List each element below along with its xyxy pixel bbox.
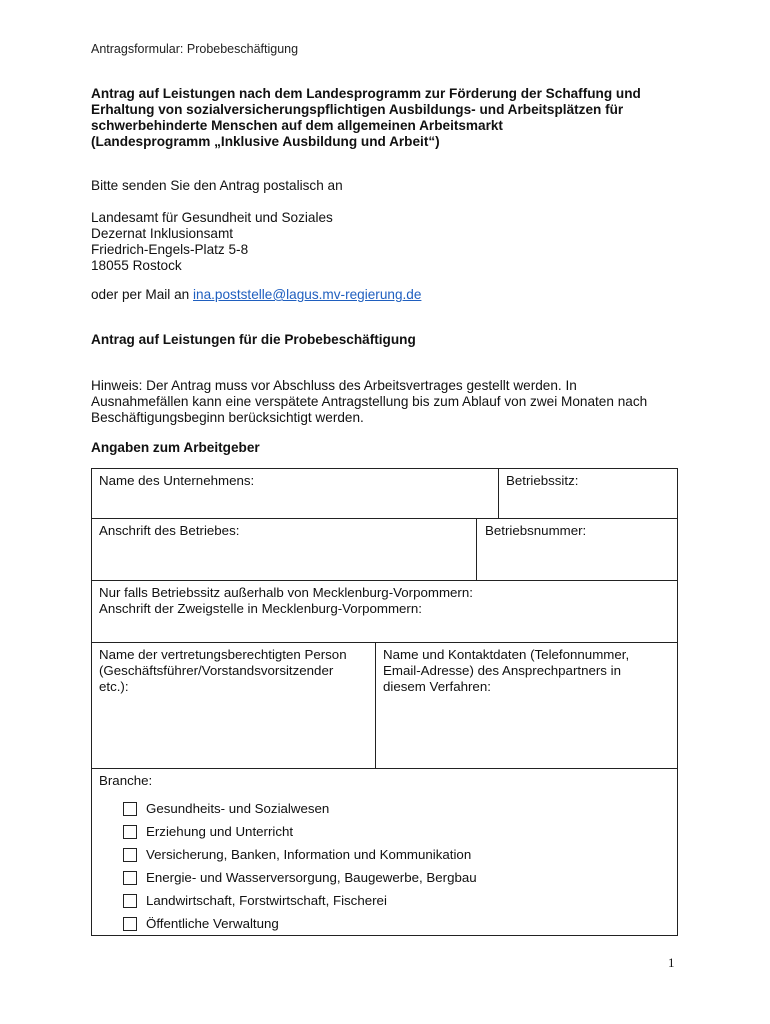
subtitle: Antrag auf Leistungen für die Probebeschäftigung [91, 332, 416, 347]
address-line: Landesamt für Gesundheit und Soziales [91, 210, 333, 225]
checkbox[interactable] [123, 825, 137, 839]
address-line: Dezernat Inklusionsamt [91, 226, 234, 241]
address-label: Anschrift des Betriebes: [99, 523, 240, 538]
mail-prefix: oder per Mail an [91, 287, 194, 302]
industry-option-label: Gesundheits- und Sozialwesen [146, 801, 330, 816]
industry-label: Branche: [99, 773, 153, 788]
branch-label-line: Nur falls Betriebssitz außerhalb von Mecklenburg-Vorpommern: [99, 585, 473, 600]
mail-line [91, 287, 421, 303]
industry-option[interactable] [123, 866, 477, 889]
contact-label-line: diesem Verfahren: [383, 679, 491, 694]
branch-address-field[interactable] [92, 581, 677, 643]
company-number-label: Betriebsnummer: [485, 523, 587, 538]
send-intro: Bitte senden Sie den Antrag postalisch an [91, 178, 343, 193]
title-line: Antrag auf Leistungen nach dem Landesprogramm zur Förderung der Schaffung und [91, 86, 641, 101]
industry-option[interactable] [123, 820, 477, 843]
page-header: Antragsformular: Probebeschäftigung [91, 42, 299, 56]
company-seat-field[interactable] [499, 469, 677, 519]
address-line: Friedrich-Engels-Platz 5-8 [91, 242, 249, 257]
title-line: (Landesprogramm „Inklusive Ausbildung und Arbeit“) [91, 134, 440, 149]
address-line: 18055 Rostock [91, 258, 182, 273]
branch-label-line: Anschrift der Zweigstelle in Mecklenburg-Vorpommern: [99, 601, 422, 616]
company-number-field[interactable] [477, 519, 677, 581]
note [91, 378, 691, 426]
checkbox[interactable] [123, 848, 137, 862]
industry-option[interactable] [123, 797, 477, 820]
email-link[interactable]: ina.poststelle@lagus.mv-regierung.de [193, 287, 422, 302]
company-name-field[interactable] [92, 469, 499, 519]
industry-option[interactable] [123, 843, 477, 866]
contact-label-line: Name und Kontaktdaten (Telefonnummer, [383, 647, 630, 662]
industry-option-label: Landwirtschaft, Forstwirtschaft, Fischerei [146, 893, 387, 908]
checkbox[interactable] [123, 894, 137, 908]
representative-label-line: (Geschäftsführer/Vorstandsvorsitzender [99, 663, 334, 678]
industry-option-label: Versicherung, Banken, Information und Kommunikation [146, 847, 472, 862]
company-seat-label: Betriebssitz: [506, 473, 579, 488]
industry-option-label: Erziehung und Unterricht [146, 824, 294, 839]
industry-option-label: Energie- und Wasserversorgung, Baugewerbe, Bergbau [146, 870, 477, 885]
document-title [91, 86, 691, 150]
contact-label-line: Email-Adresse) des Ansprechpartners in [383, 663, 621, 678]
checkbox[interactable] [123, 871, 137, 885]
industry-option-label: Öffentliche Verwaltung [146, 916, 279, 931]
note-line: Ausnahmefällen kann eine verspätete Antragstellung bis zum Ablauf von zwei Monaten nach [91, 394, 648, 409]
address-field[interactable] [92, 519, 477, 581]
employer-form [91, 468, 678, 936]
note-line: Hinweis: Der Antrag muss vor Abschluss des Arbeitsvertrages gestellt werden. In [91, 378, 577, 393]
industry-option[interactable] [123, 889, 477, 912]
title-line: Erhaltung von sozialversicherungspflichtigen Ausbildungs- und Arbeitsplätzen für [91, 102, 624, 117]
postal-address [91, 210, 333, 274]
industry-checkbox-list [123, 797, 477, 935]
checkbox[interactable] [123, 802, 137, 816]
page-number: 1 [668, 955, 675, 970]
representative-field[interactable] [92, 643, 376, 769]
title-line: schwerbehinderte Menschen auf dem allgemeinen Arbeitsmarkt [91, 118, 503, 133]
representative-label-line: Name der vertretungsberechtigten Person [99, 647, 347, 662]
industry-section [92, 769, 677, 791]
contact-person-field[interactable] [376, 643, 677, 769]
company-name-label: Name des Unternehmens: [99, 473, 255, 488]
note-line: Beschäftigungsbeginn berücksichtigt werden. [91, 410, 364, 425]
industry-option[interactable] [123, 912, 477, 935]
section-title: Angaben zum Arbeitgeber [91, 440, 260, 455]
checkbox[interactable] [123, 917, 137, 931]
representative-label-line: etc.): [99, 679, 129, 694]
